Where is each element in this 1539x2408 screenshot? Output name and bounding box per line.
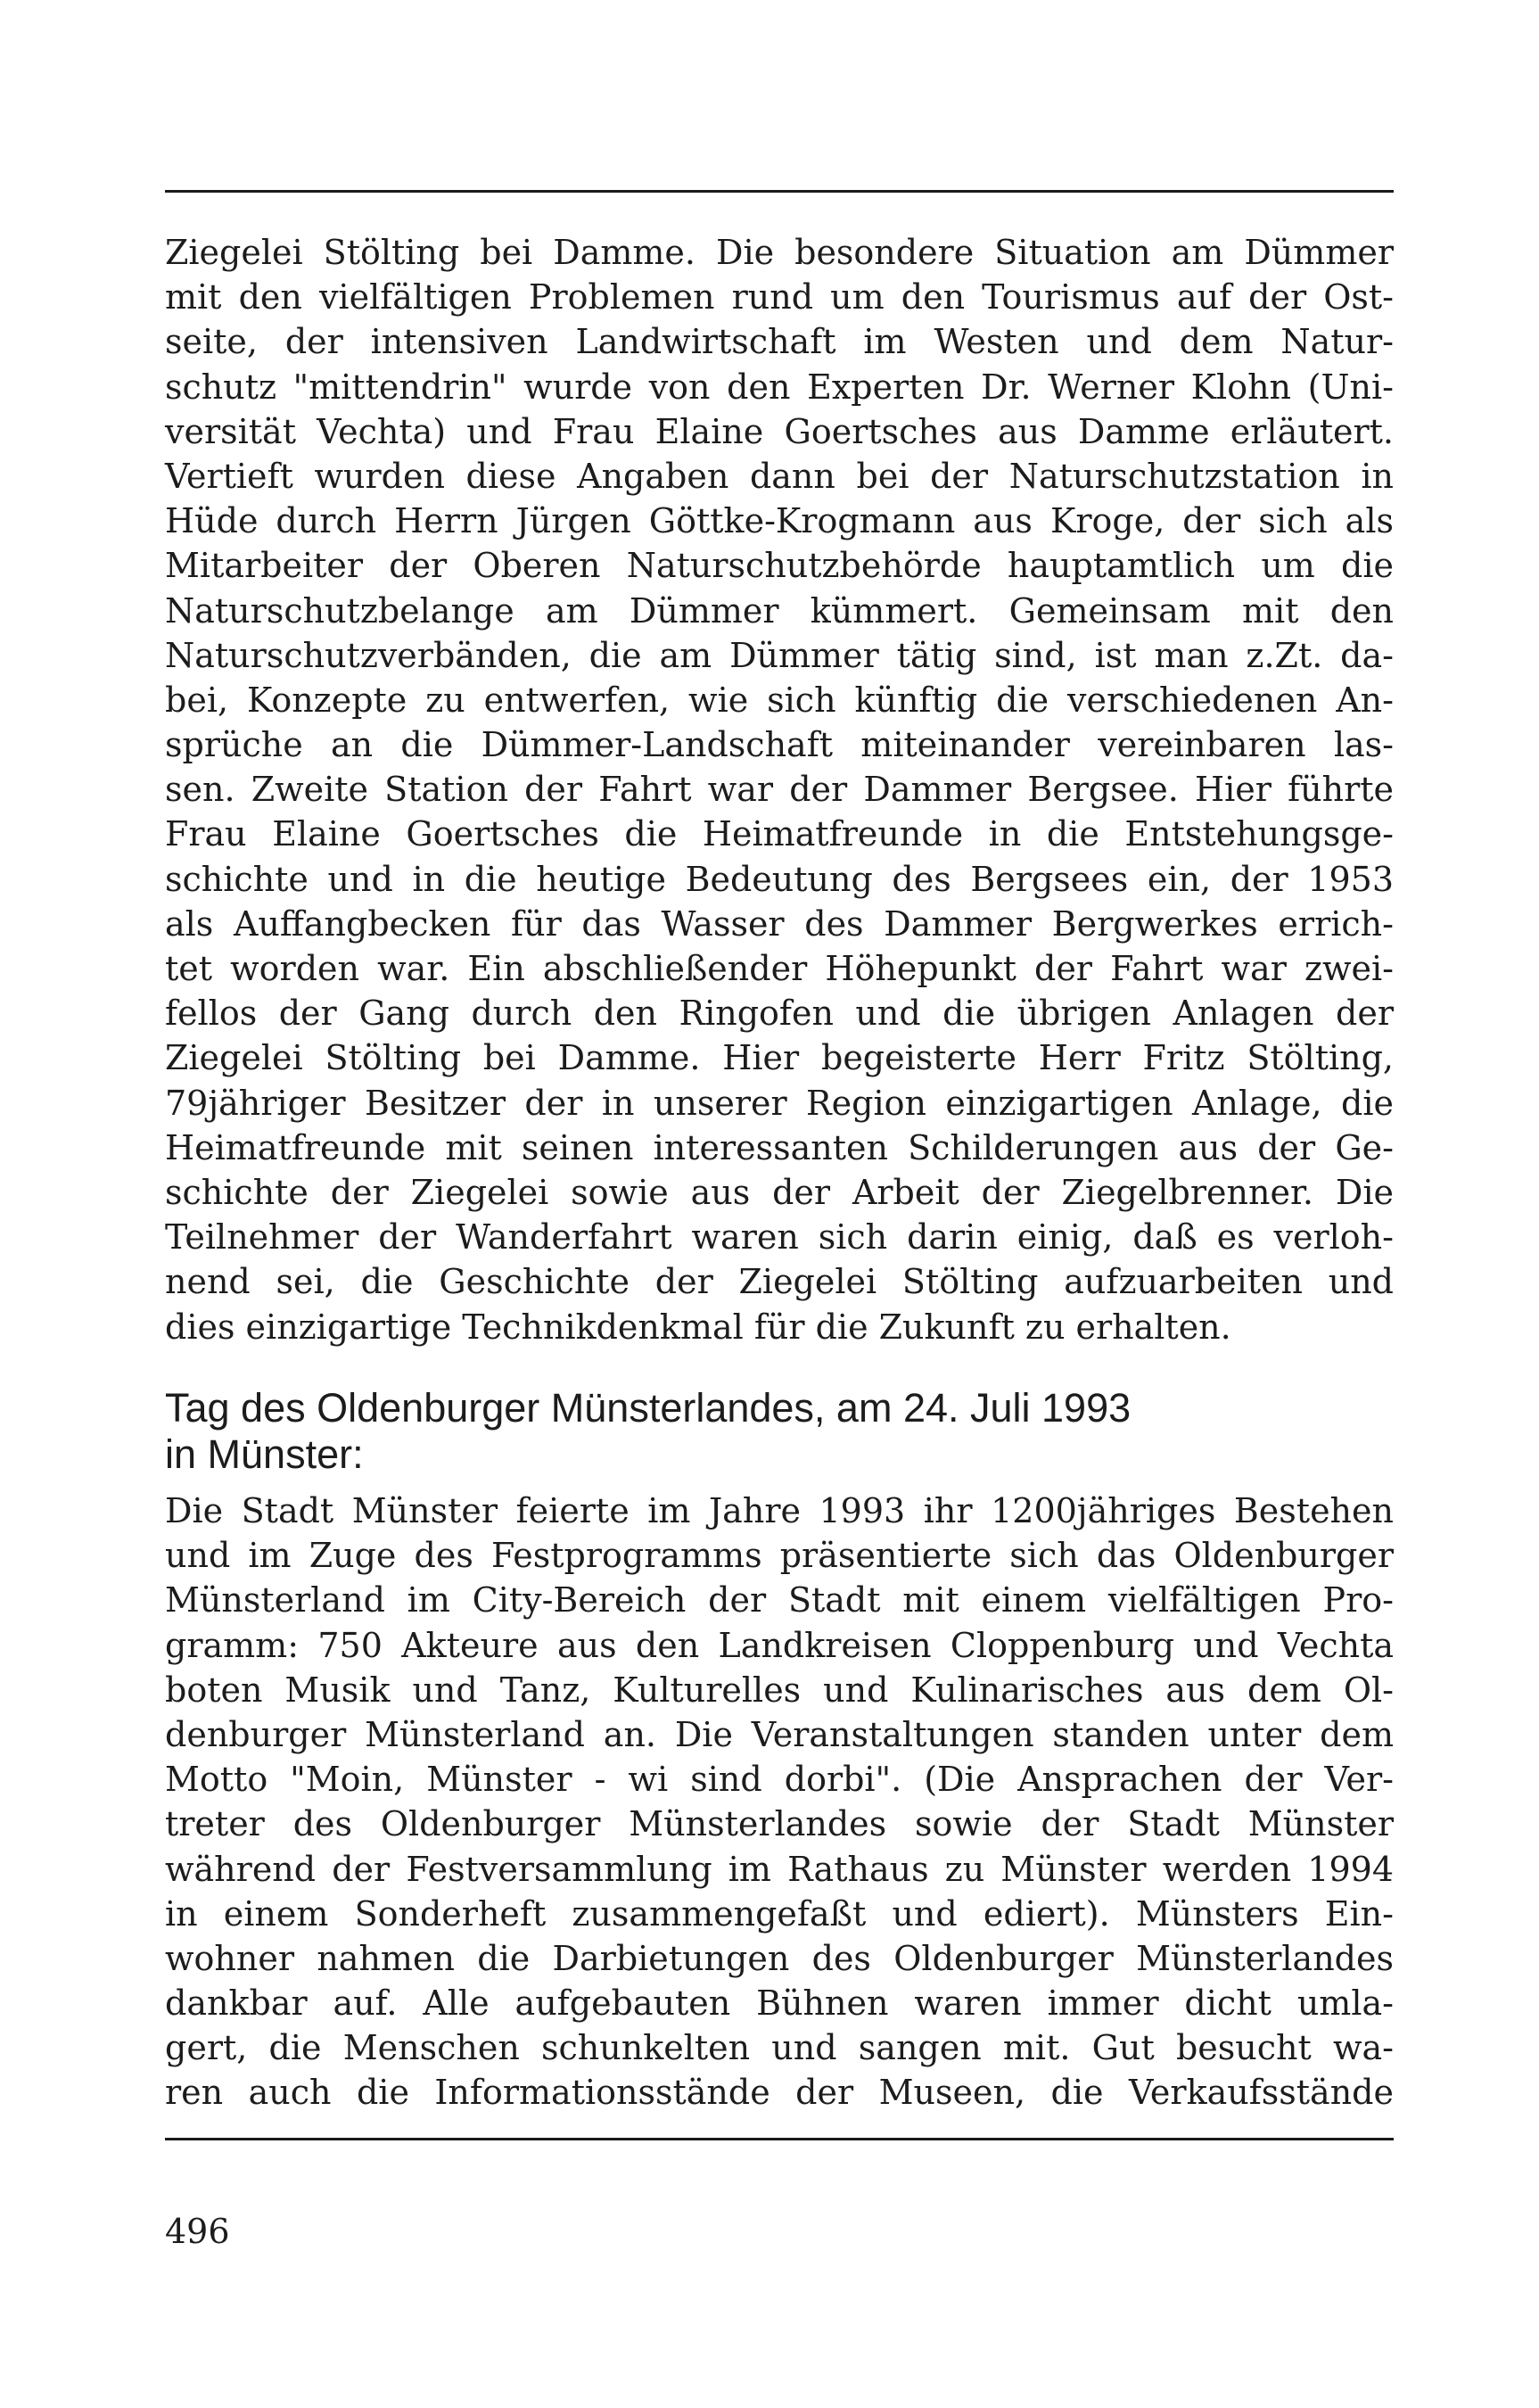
text-line: Frau Elaine Goertsches die Heimatfreunde in die Entstehungsge-: [165, 814, 1394, 854]
text-line: Naturschutzbelange am Dümmer kümmert. Gemeinsam mit den: [165, 590, 1394, 631]
text-line: bei, Konzepte zu entwerfen, wie sich künftig die verschiedenen An-: [165, 680, 1394, 720]
text-line: schichte und in die heutige Bedeutung des Bergsees ein, der 1953: [165, 859, 1394, 899]
text-line: Münsterland im City-Bereich der Stadt mit einem vielfältigen Pro-: [165, 1580, 1394, 1620]
heading-line: Tag des Oldenburger Münsterlandes, am 24. Juli 1993: [165, 1385, 1132, 1431]
text-line: Vertieft wurden diese Angaben dann bei der Naturschutzstation in: [165, 456, 1394, 496]
text-line: Motto "Moin, Münster - wi sind dorbi". (Die Ansprachen der Ver-: [165, 1760, 1394, 1800]
text-line: gramm: 750 Akteure aus den Landkreisen Cloppenburg und Vechta: [165, 1625, 1394, 1665]
paragraph-2: [165, 1489, 1394, 2115]
text-line: während der Festversammlung im Rathaus zu Münster werden 1994: [165, 1849, 1394, 1889]
text-line: sprüche an die Dümmer-Landschaft miteinander vereinbaren las-: [165, 725, 1394, 765]
text-line: tet worden war. Ein abschließender Höhepunkt der Fahrt war zwei-: [165, 949, 1394, 988]
text-line: seite, der intensiven Landwirtschaft im Westen und dem Natur-: [165, 322, 1394, 362]
page-number: 496: [165, 2212, 230, 2251]
text-line: 79jähriger Besitzer der in unserer Region einzigartigen Anlage, die: [165, 1083, 1394, 1123]
text-line: fellos der Gang durch den Ringofen und die übrigen Anlagen der: [165, 994, 1394, 1034]
text-line: in einem Sonderheft zusammengefaßt und ediert). Münsters Ein-: [165, 1893, 1394, 1934]
bottom-rule: [165, 2138, 1394, 2140]
top-rule: [165, 190, 1394, 193]
text-line: nend sei, die Geschichte der Ziegelei Stölting aufzuarbeiten und: [165, 1262, 1394, 1302]
text-line: Naturschutzverbänden, die am Dümmer tätig sind, ist man z.Zt. da-: [165, 635, 1394, 675]
text-line: Die Stadt Münster feierte im Jahre 1993 ihr 1200jähriges Bestehen: [165, 1491, 1394, 1530]
heading-line: in Münster:: [165, 1431, 364, 1477]
text-line: schichte der Ziegelei sowie aus der Arbeit der Ziegelbrenner. Die: [165, 1172, 1394, 1212]
text-line: sen. Zweite Station der Fahrt war der Dammer Bergsee. Hier führte: [165, 770, 1394, 810]
text-line: Heimatfreunde mit seinen interessanten Schilderungen aus der Ge-: [165, 1127, 1394, 1167]
text-line: gert, die Menschen schunkelten und sangen mit. Gut besucht wa-: [165, 2028, 1394, 2068]
text-line: schutz "mittendrin" wurde von den Experten Dr. Werner Klohn (Uni-: [165, 367, 1394, 407]
text-line: denburger Münsterland an. Die Veranstaltungen standen unter dem: [165, 1714, 1394, 1754]
text-line: versität Vechta) und Frau Elaine Goertsches aus Damme erläutert.: [165, 411, 1394, 451]
text-line: treter des Oldenburger Münsterlandes sowie der Stadt Münster: [165, 1804, 1394, 1844]
text-line: wohner nahmen die Darbietungen des Oldenburger Münsterlandes: [165, 1938, 1394, 1978]
text-line: Hüde durch Herrn Jürgen Göttke-Krogmann aus Kroge, der sich als: [165, 501, 1394, 541]
text-line: boten Musik und Tanz, Kulturelles und Kulinarisches aus dem Ol-: [165, 1670, 1394, 1710]
text-line: Mitarbeiter der Oberen Naturschutzbehörde hauptamtlich um die: [165, 546, 1394, 586]
text-line: dies einzigartige Technikdenkmal für die Zukunft zu erhalten.: [165, 1307, 1231, 1347]
text-line: ren auch die Informationsstände der Museen, die Verkaufsstände: [165, 2073, 1394, 2113]
text-line: Teilnehmer der Wanderfahrt waren sich darin einig, daß es verloh-: [165, 1217, 1394, 1258]
paragraph-1: [165, 230, 1394, 1349]
text-line: mit den vielfältigen Problemen rund um den Tourismus auf der Ost-: [165, 277, 1394, 317]
text-line: Ziegelei Stölting bei Damme. Die besondere Situation am Dümmer: [165, 233, 1394, 272]
text-line: dankbar auf. Alle aufgebauten Bühnen waren immer dicht umla-: [165, 1983, 1394, 2024]
section-heading: [165, 1385, 1394, 1478]
text-line: als Auffangbecken für das Wasser des Dammer Bergwerkes errich-: [165, 903, 1394, 944]
text-line: Ziegelei Stölting bei Damme. Hier begeisterte Herr Fritz Stölting,: [165, 1038, 1394, 1078]
text-line: und im Zuge des Festprogramms präsentierte sich das Oldenburger: [165, 1536, 1394, 1576]
